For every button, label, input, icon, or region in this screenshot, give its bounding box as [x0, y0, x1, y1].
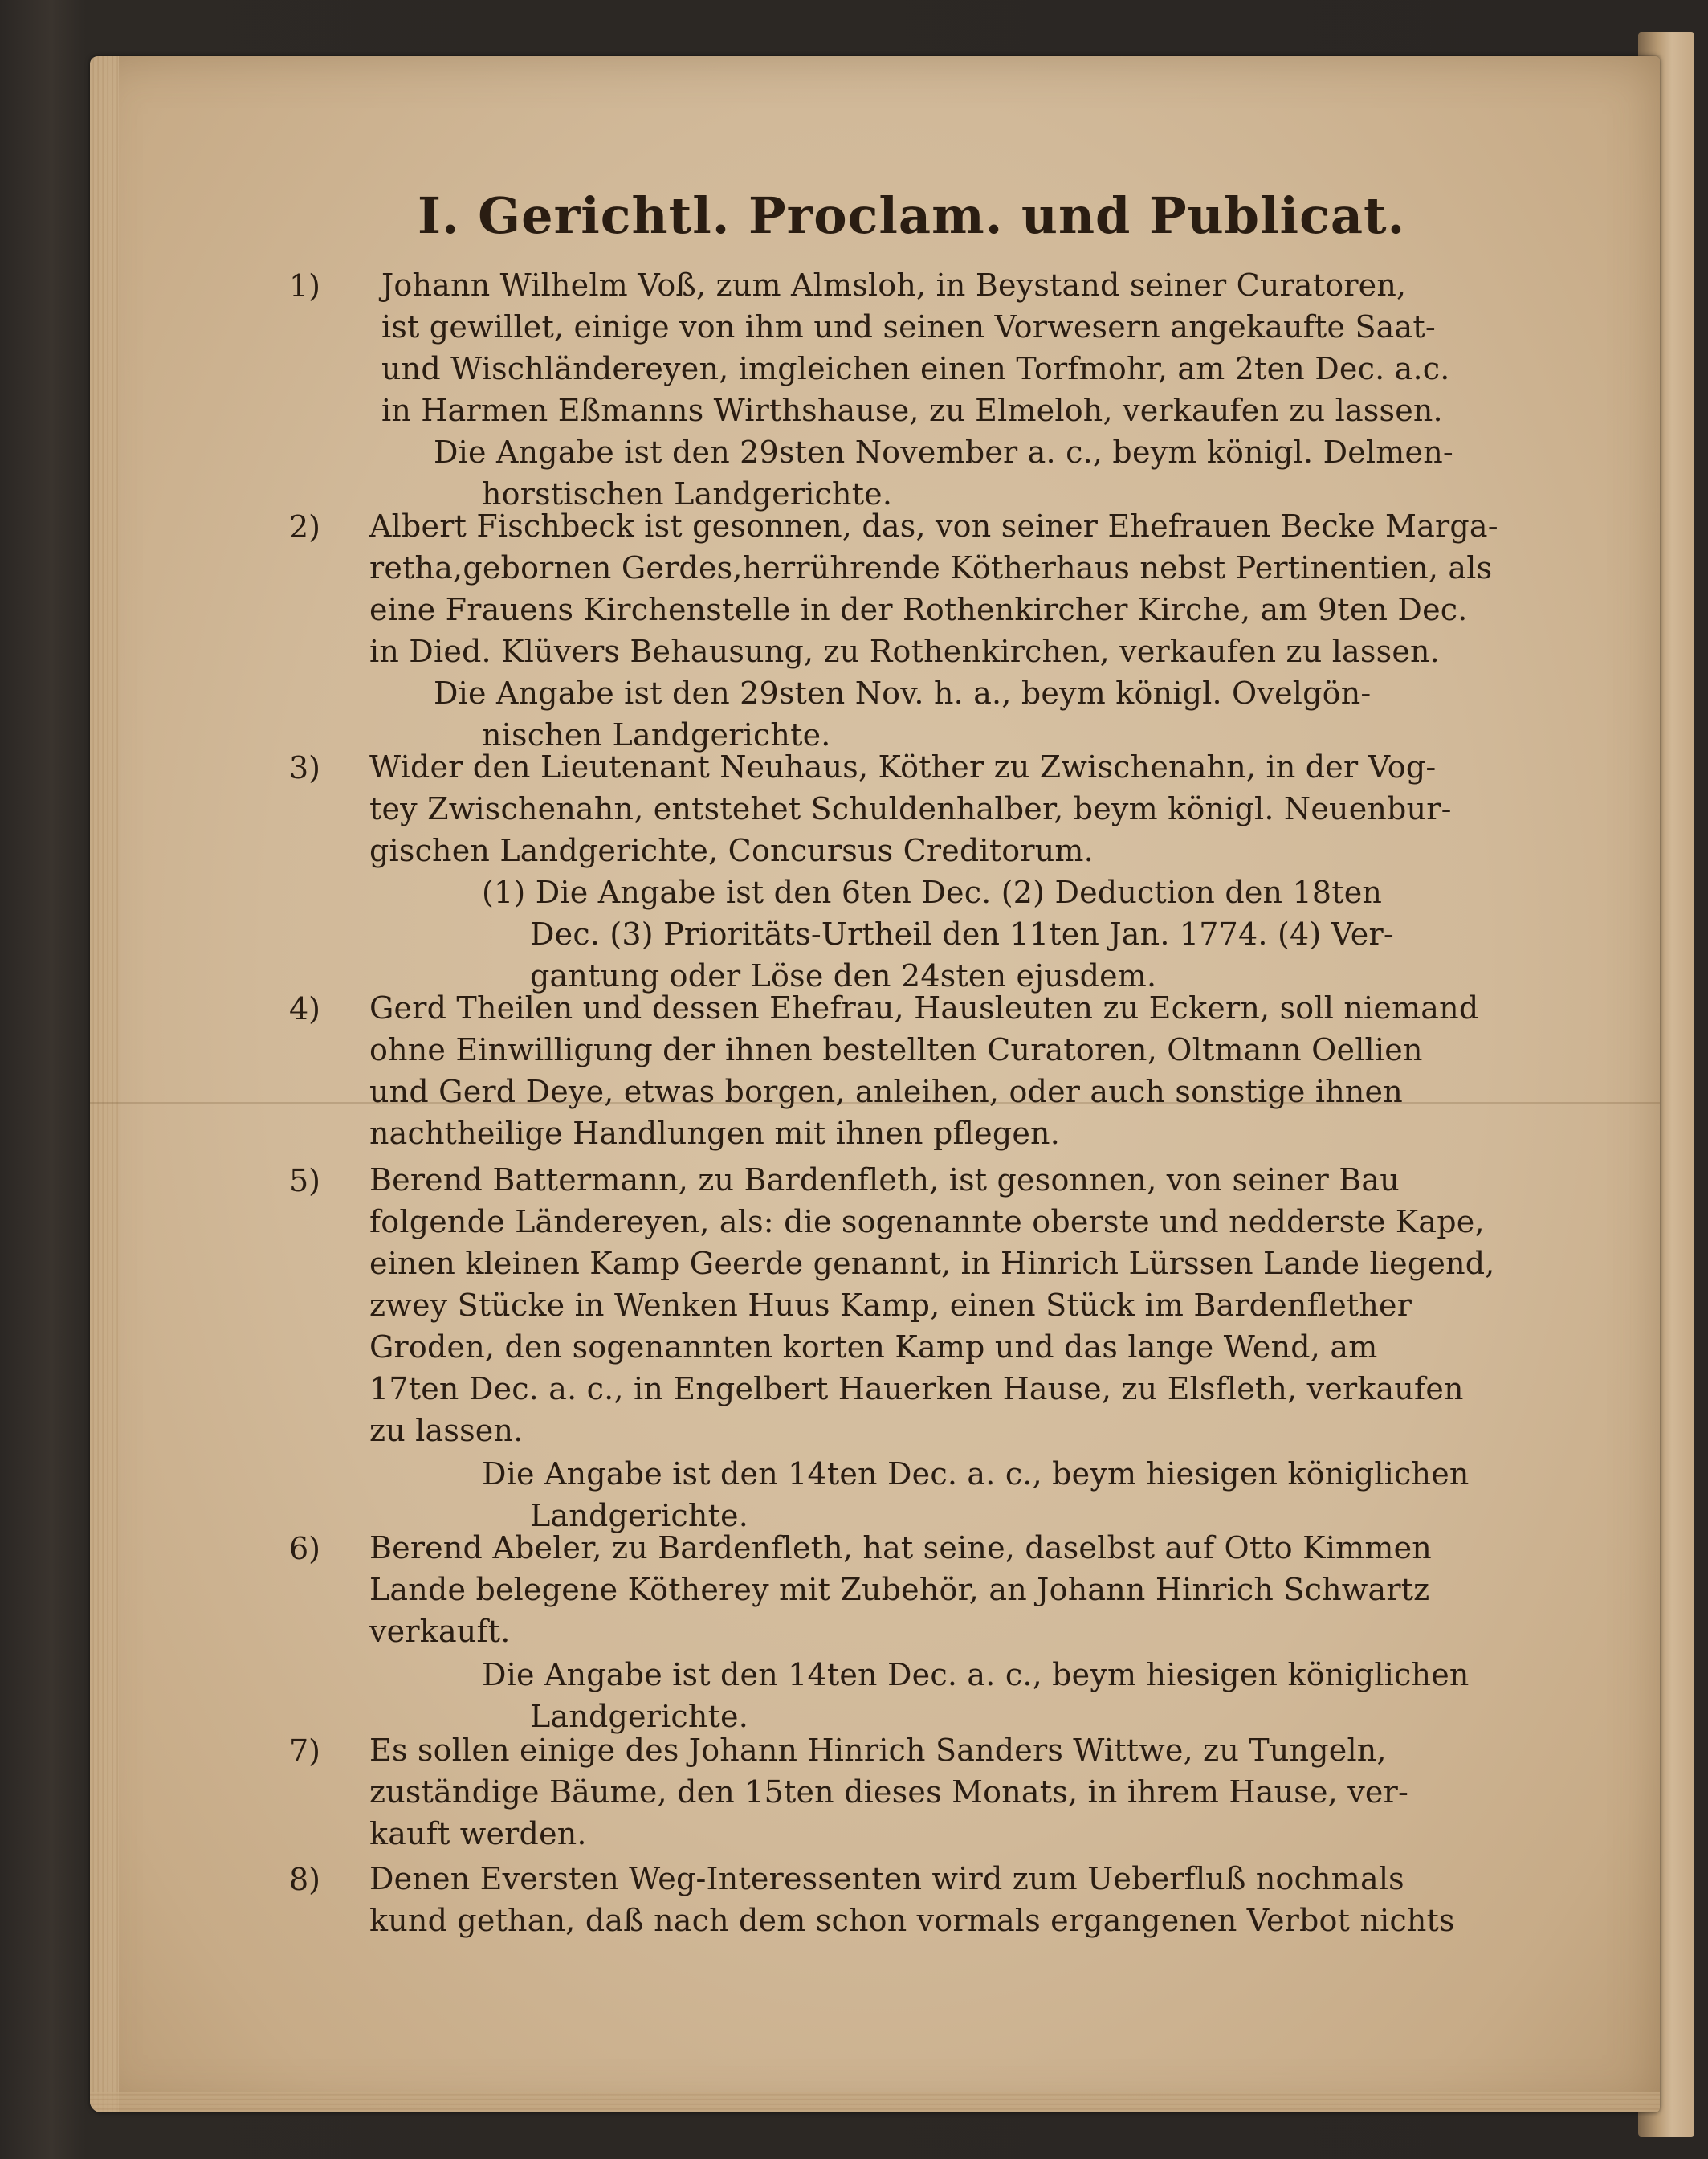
entry-line: Landgerichte.: [530, 1699, 749, 1734]
entry-line: Wider den Lieutenant Neuhaus, Köther zu Zwischenahn, in der Vog-: [369, 749, 1437, 785]
entry-line: gantung oder Löse den 24sten ejusdem.: [530, 958, 1157, 994]
entry-line: 17ten Dec. a. c., in Engelbert Hauerken Hause, zu Elsfleth, verkaufen: [369, 1371, 1464, 1406]
entry-line: verkauft.: [369, 1614, 511, 1649]
entry-number: 8): [289, 1862, 321, 1897]
entry-number: 2): [289, 509, 321, 545]
entry-line: nischen Landgerichte.: [482, 717, 831, 753]
entry-line: zu lassen.: [369, 1413, 524, 1448]
entry-number: 4): [289, 991, 321, 1026]
entry-line: Johann Wilhelm Voß, zum Almsloh, in Beystand seiner Curatoren,: [381, 267, 1407, 303]
entry-number: 5): [289, 1163, 321, 1198]
entry-line: (1) Die Angabe ist den 6ten Dec. (2) Deduction den 18ten: [482, 875, 1383, 910]
entry-line: in Died. Klüvers Behausung, zu Rothenkirchen, verkaufen zu lassen.: [369, 634, 1440, 669]
entry-line: Groden, den sogenannten korten Kamp und das lange Wend, am: [369, 1329, 1378, 1365]
entry-line: ohne Einwilligung der ihnen bestellten Curatoren, Oltmann Oellien: [369, 1032, 1423, 1067]
entry-number: 7): [289, 1733, 321, 1769]
entry-line: und Gerd Deye, etwas borgen, anleihen, oder auch sonstige ihnen: [369, 1074, 1403, 1109]
entry-line: in Harmen Eßmanns Wirthshause, zu Elmeloh, verkaufen zu lassen.: [381, 393, 1443, 428]
entry-line: und Wischländereyen, imgleichen einen Torfmohr, am 2ten Dec. a.c.: [381, 351, 1450, 386]
entry-line: kund gethan, daß nach dem schon vormals ergangenen Verbot nichts: [369, 1903, 1455, 1938]
entry-line: Berend Abeler, zu Bardenfleth, hat seine, daselbst auf Otto Kimmen: [369, 1530, 1432, 1565]
entry-line: Die Angabe ist den 14ten Dec. a. c., beym hiesigen königlichen: [482, 1456, 1470, 1492]
entry-line: folgende Ländereyen, als: die sogenannte oberste und nedderste Kape,: [369, 1204, 1485, 1239]
entry-line: Denen Eversten Weg-Interessenten wird zum Ueberfluß nochmals: [369, 1861, 1404, 1896]
entry-line: zuständige Bäume, den 15ten dieses Monats, in ihrem Hause, ver-: [369, 1774, 1408, 1810]
entry-line: eine Frauens Kirchenstelle in der Rothenkircher Kirche, am 9ten Dec.: [369, 592, 1468, 627]
entry-line: Es sollen einige des Johann Hinrich Sanders Wittwe, zu Tungeln,: [369, 1733, 1387, 1768]
entry-number: 6): [289, 1531, 321, 1566]
entry-line: Landgerichte.: [530, 1498, 749, 1533]
entry-line: horstischen Landgerichte.: [482, 476, 893, 512]
entry-line: kauft werden.: [369, 1816, 587, 1851]
entry-line: Albert Fischbeck ist gesonnen, das, von seiner Ehefrauen Becke Marga-: [369, 508, 1498, 544]
entry-line: gischen Landgerichte, Concursus Creditorum.: [369, 833, 1094, 868]
entry-number: 1): [289, 268, 321, 304]
entry-line: Berend Battermann, zu Bardenfleth, ist gesonnen, von seiner Bau: [369, 1162, 1400, 1198]
entry-line: einen kleinen Kamp Geerde genannt, in Hinrich Lürssen Lande liegend,: [369, 1246, 1495, 1281]
entry-line: zwey Stücke in Wenken Huus Kamp, einen Stück im Bardenflether: [369, 1288, 1412, 1323]
entry-line: nachtheilige Handlungen mit ihnen pflegen.: [369, 1116, 1061, 1151]
entry-line: retha,gebornen Gerdes,herrührende Kötherhaus nebst Pertinentien, als: [369, 550, 1493, 586]
entry-line: tey Zwischenahn, entstehet Schuldenhalber, beym königl. Neuenbur-: [369, 791, 1452, 826]
entry-line: Dec. (3) Prioritäts-Urtheil den 11ten Jan. 1774. (4) Ver-: [530, 916, 1394, 952]
entry-line: Lande belegene Kötherey mit Zubehör, an Johann Hinrich Schwartz: [369, 1572, 1430, 1607]
entry-number: 3): [289, 750, 321, 786]
entry-line: Gerd Theilen und dessen Ehefrau, Hausleuten zu Eckern, soll niemand: [369, 990, 1479, 1026]
section-heading: I. Gerichtl. Proclam. und Publicat.: [418, 186, 1406, 245]
entry-line: ist gewillet, einige von ihm und seinen Vorwesern angekaufte Saat-: [381, 309, 1436, 345]
entry-line: Die Angabe ist den 29sten November a. c., beym königl. Delmen-: [434, 435, 1453, 470]
entry-line: Die Angabe ist den 29sten Nov. h. a., beym königl. Ovelgön-: [434, 675, 1372, 711]
entry-line: Die Angabe ist den 14ten Dec. a. c., beym hiesigen königlichen: [482, 1657, 1470, 1692]
